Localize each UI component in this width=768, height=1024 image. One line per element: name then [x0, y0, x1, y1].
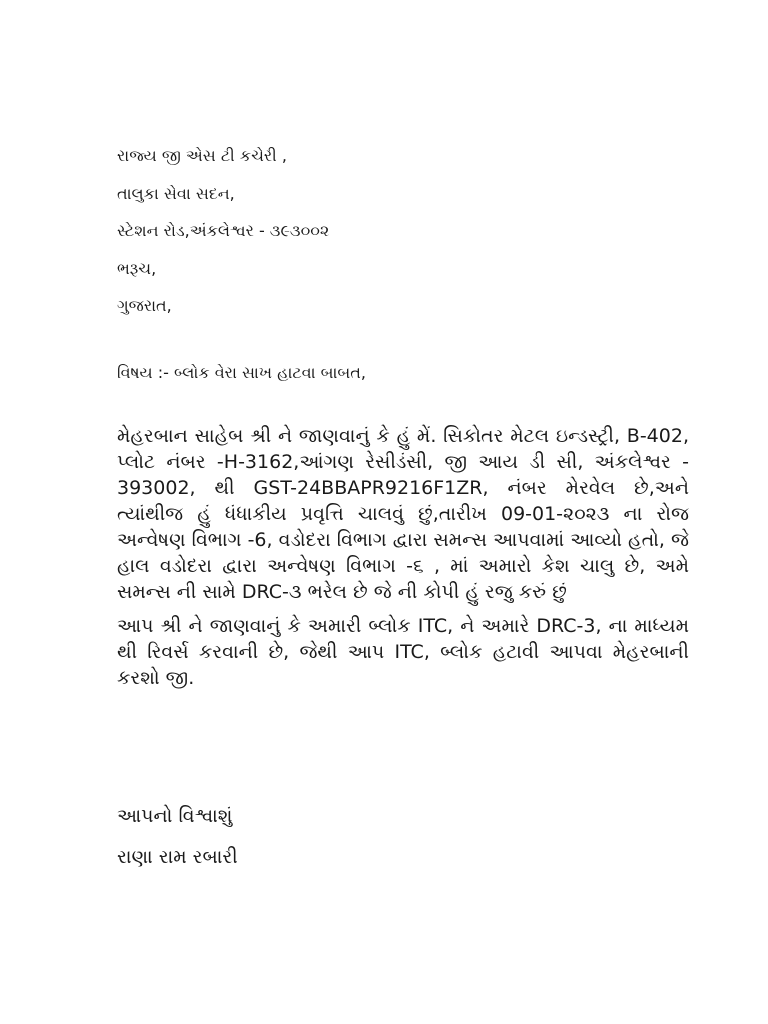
- body-paragraph-2: આપ શ્રી ને જાણવાનું કે અમારી બ્લોક ITC, ને અમારે DRC-3, ના માધ્યમ થી રિવર્સ કરવાની છે, જેથી આપ ITC, બ્લોક હટાવી આપવા મેહરબાની કરશો જી.: [117, 615, 689, 689]
- letter-body: [117, 423, 689, 691]
- address-line-state: ગુજરાત,: [117, 296, 172, 315]
- address-line-district: ભરૂચ,: [117, 258, 157, 278]
- address-line-street: સ્ટેશન રોડ,અંકલેશ્વર - ૩૯૩૦૦૨: [117, 221, 330, 240]
- body-paragraph-1: મેહરબાન સાહેબ શ્રી ને જાણવાનું કે હું મેં. સિકોતર મેટલ ઇન્ડસ્ટ્રી, B-402, પ્લોટ નંબર -H-3162,આંગણ રેસીડંસી, જી આય ડી સી, અંકલેશ્વર - 393002, થી GST-24BBAPR9216F1ZR, નંબર મેરવેલ છે,અને ત્યાંથીજ હું ધંધાકીય પ્રવૃત્તિ ચાલવું છું,તારીખ 09-01-૨૦૨૩ ના રોજ અન્વેષણ વિભાગ -6, વડોદરા વિભાગ દ્વારા સમન્સ આપવામાં આવ્યો હતો, જે હાલ વડોદરા દ્વારા અન્વેષણ વિભાગ -૬ , માં અમારો કેશ ચાલુ છે, અમે સમન્સ ની સામે DRC-૩ ભરેલ છે જે ની કોપી હું રજુ કરું છું: [117, 425, 689, 603]
- address-line-building: તાલુકા સેવા સદન,: [117, 183, 235, 203]
- signature-name: રાણા રામ રબારી: [117, 846, 238, 868]
- letter-subject: વિષય :- બ્લોક વેરા સાખ હાટવા બાબત,: [117, 363, 366, 382]
- recipient-address: [117, 146, 677, 334]
- closing-salutation: આપનો વિશ્વાશું: [117, 805, 233, 827]
- address-line-office: રાજ્ય જી એસ ટી કચેરી ,: [117, 146, 287, 165]
